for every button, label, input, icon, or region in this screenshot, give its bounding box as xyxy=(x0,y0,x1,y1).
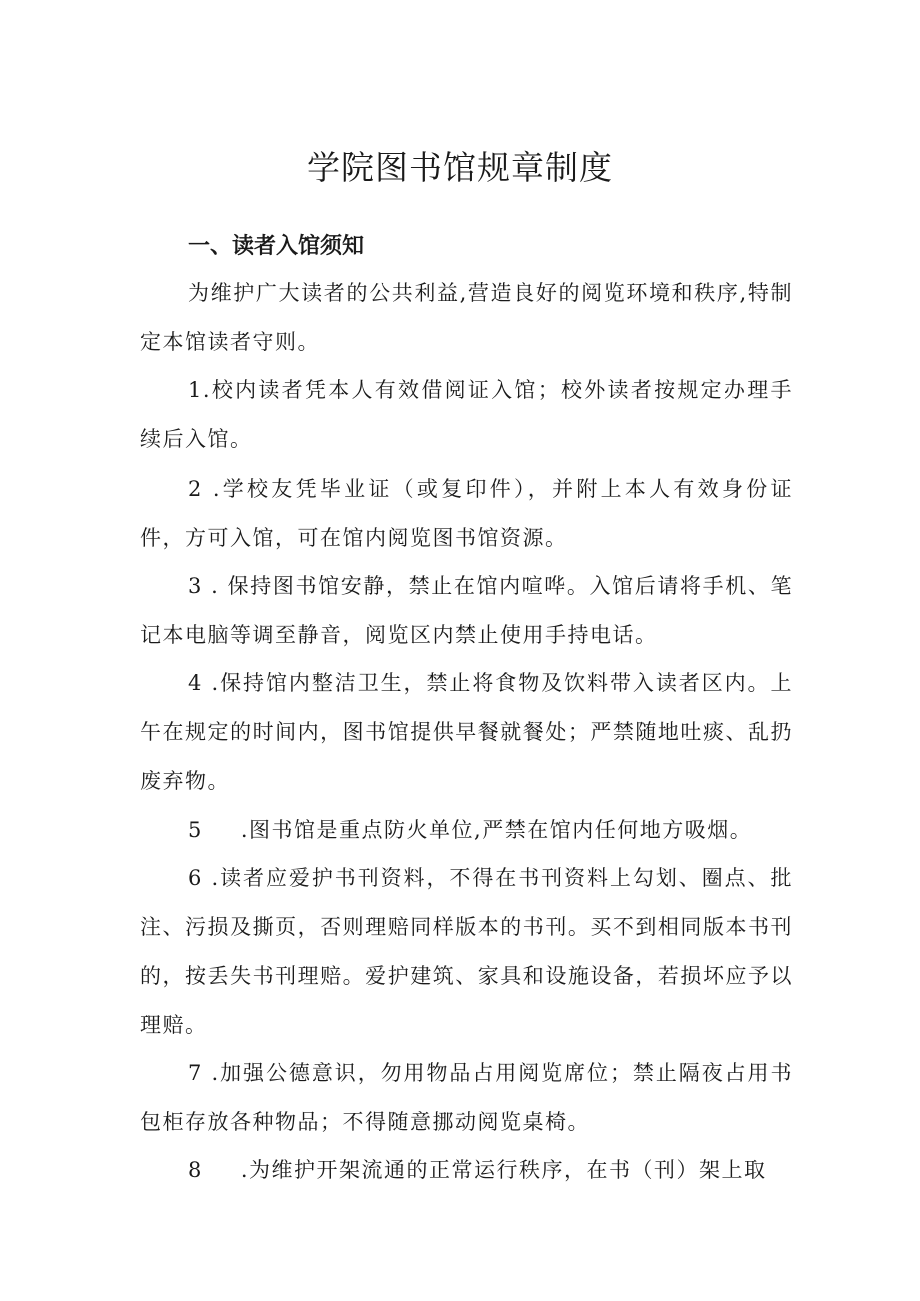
rule-number: 5 xyxy=(188,818,203,842)
section-heading: 一、读者入馆须知 xyxy=(188,234,365,259)
rule-text: .校内读者凭本人有效借阅证入馆；校外读者按规定办理手续后入馆。 xyxy=(140,378,793,451)
rule-paragraph-2 xyxy=(140,465,793,563)
rule-text: .学校友凭毕业证（或复印件），并附上本人有效身份证件，方可入馆，可在馆内阅览图书馆资源。 xyxy=(140,477,793,550)
rule-number: 1 xyxy=(188,378,203,402)
rule-number: 2 xyxy=(188,477,203,501)
rule-number: 8 xyxy=(188,1158,203,1182)
rule-paragraph-1 xyxy=(140,366,793,464)
document-title: 学院图书馆规章制度 xyxy=(307,148,613,187)
rule-number: 6 xyxy=(188,866,203,890)
rule-number: 4 xyxy=(188,671,203,695)
rule-paragraph-6 xyxy=(140,854,793,1050)
rule-text: .读者应爱护书刊资料，不得在书刊资料上勾划、圈点、批注、污损及撕页，否则理赔同样版本的书刊。买不到相同版本书刊的，按丢失书刊理赔。爱护建筑、家具和设施设备，若损坏应予以理赔。 xyxy=(140,866,793,1037)
rule-text: .保持馆内整洁卫生，禁止将食物及饮料带入读者区内。上午在规定的时间内，图书馆提供早餐就餐处；严禁随地吐痰、乱扔废弃物。 xyxy=(140,671,793,793)
rule-number: 3 xyxy=(188,574,203,598)
rule-text: .图书馆是重点防火单位,严禁在馆内任何地方吸烟。 xyxy=(240,818,753,842)
rule-text: . 保持图书馆安静，禁止在馆内喧哗。入馆后请将手机、笔记本电脑等调至静音，阅览区内禁止使用手持电话。 xyxy=(140,574,793,647)
rule-paragraph-5 xyxy=(140,806,793,855)
rule-paragraph-4 xyxy=(140,659,793,806)
rule-paragraph-8 xyxy=(140,1146,793,1195)
rule-paragraph-7 xyxy=(140,1049,793,1147)
intro-paragraph: 为维护广大读者的公共利益,营造良好的阅览环境和秩序,特制定本馆读者守则。 xyxy=(140,281,793,354)
rule-text: .为维护开架流通的正常运行秩序，在书（刊）架上取 xyxy=(240,1158,767,1182)
rule-number: 7 xyxy=(188,1061,203,1085)
rule-paragraph-3 xyxy=(140,562,793,660)
rule-text: .加强公德意识，勿用物品占用阅览席位；禁止隔夜占用书包柜存放各种物品；不得随意挪动阅览桌椅。 xyxy=(140,1061,793,1134)
